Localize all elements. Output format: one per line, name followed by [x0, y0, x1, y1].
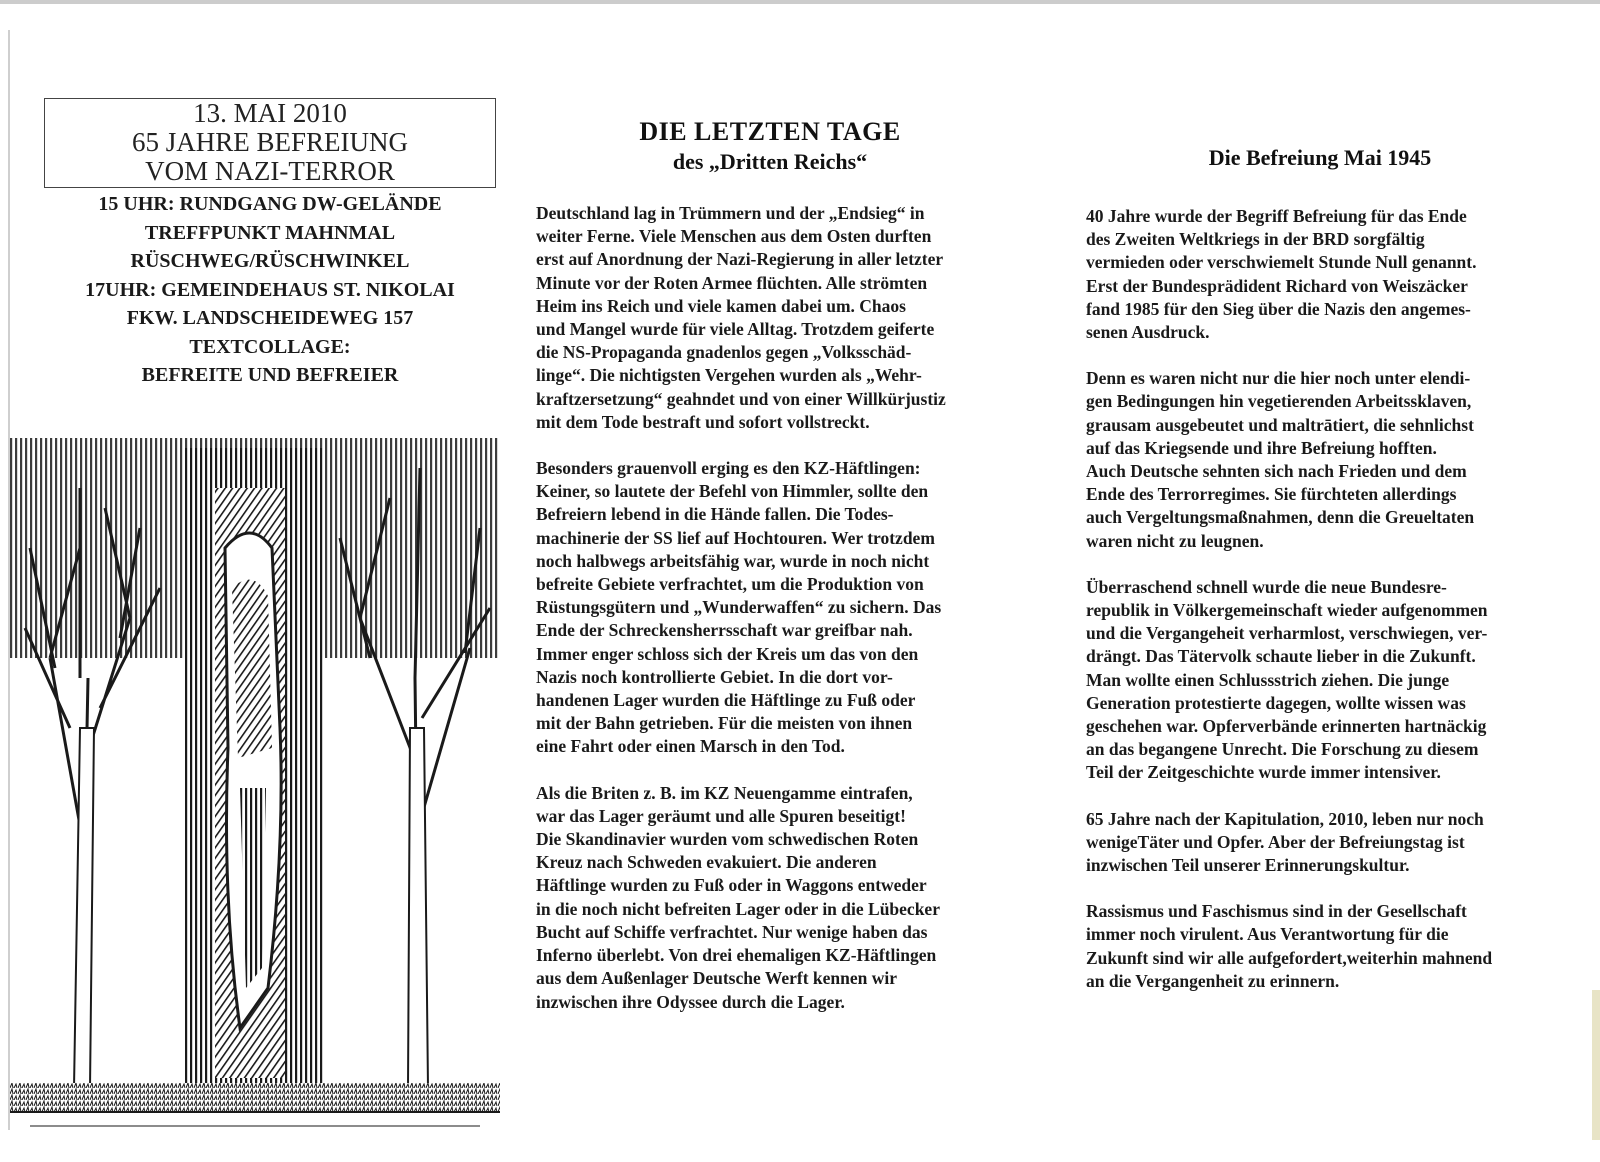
text-line: Immer enger schloss sich der Kreis um das von den — [536, 643, 919, 664]
text-line: Die Skandinavier wurden vom schwedischen Roten — [536, 829, 919, 850]
text-line: Auch Deutsche sehnten sich nach Frieden und dem — [1086, 461, 1467, 482]
text-line: Ende des Terrorregimes. Sie fürchteten allerdings — [1086, 484, 1457, 505]
right-paragraph-3 — [1086, 576, 1566, 785]
right-paragraph-5 — [1086, 900, 1566, 993]
text-line: drängt. Das Tätervolk schaute lieber in die Zukunft. — [1086, 646, 1476, 667]
text-line: auch Vergeltungsmaßnahmen, denn die Greueltaten — [1086, 507, 1475, 528]
middle-heading — [530, 116, 1010, 176]
text-line: inzwischen Teil unserer Erinnerungskultur. — [1086, 855, 1410, 876]
event-detail-line: 17UHR: GEMEINDEHAUS ST. NIKOLAI — [85, 278, 455, 301]
text-line: noch halbwegs arbeitsfähig war, wurde in noch nicht — [536, 550, 930, 571]
middle-subtitle: des „Dritten Reichs“ — [672, 149, 868, 174]
event-detail-line: TREFFPUNKT MAHNMAL — [144, 221, 396, 244]
text-line: geschehen war. Opferverbände erinnerten hartnäckig — [1086, 716, 1487, 737]
event-details — [30, 190, 510, 390]
text-line: Deutschland lag in Trümmern und der „Endsieg“ in — [536, 203, 925, 223]
text-line: gen Bedingungen hin vegetierenden Arbeitssklaven, — [1086, 391, 1472, 412]
text-line: weiter Ferne. Viele Menschen aus dem Osten durften — [536, 226, 932, 247]
text-line: 65 Jahre nach der Kapitulation, 2010, leben nur noch — [1086, 808, 1484, 829]
text-line: Überraschend schnell wurde die neue Bundesre- — [1086, 576, 1447, 597]
text-line: die NS-Propaganda gnadenlos gegen „Volksschäd- — [536, 342, 912, 363]
text-line: waren nicht zu leugnen. — [1086, 530, 1264, 551]
text-line: mit dem Tode bestraft und sofort vollstreckt. — [536, 411, 870, 432]
text-line: Denn es waren nicht nur die hier noch unter elendi- — [1086, 368, 1471, 389]
text-line: Erst der Bundesprädident Richard von Weiszäcker — [1086, 275, 1468, 296]
middle-paragraph-1 — [536, 202, 1016, 434]
text-line: Bucht auf Schiffe verfrachtet. Nur wenige haben das — [536, 921, 928, 942]
event-date-box — [44, 98, 496, 188]
event-detail-line: 15 UHR: RUNDGANG DW-GELÄNDE — [98, 193, 442, 215]
event-date: 13. MAI 2010 — [193, 98, 347, 128]
text-line: Teil der Zeitgeschichte wurde immer intensiver. — [1086, 762, 1441, 783]
right-paragraph-1 — [1086, 205, 1566, 344]
text-line: kraftzersetzung“ geahndet und von einer Willkürjustiz — [536, 388, 946, 409]
text-line: war das Lager geräumt und alle Spuren beseitigt! — [536, 805, 906, 826]
text-line: des Zweiten Weltkriegs in der BRD sorgfältig — [1086, 229, 1425, 250]
text-line: Zukunft sind wir alle aufgefordert,weiterhin mahnend — [1086, 947, 1493, 968]
event-title-line-2: VOM NAZI-TERROR — [145, 156, 395, 186]
text-line: eine Fahrt oder einen Marsch in den Tod. — [536, 736, 845, 757]
event-detail-line: TEXTCOLLAGE: — [189, 335, 351, 358]
text-line: Besonders grauenvoll erging es den KZ-Häftlingen: — [536, 458, 921, 479]
text-line: senen Ausdruck. — [1086, 322, 1210, 343]
text-line: Heim ins Reich und viele kamen dabei um. Chaos — [536, 295, 906, 316]
text-line: Häftlinge wurden zu Fuß oder in Waggons entweder — [536, 875, 927, 896]
text-line: Rüstungsgütern und „Wunderwaffen“ zu sichern. Das — [536, 597, 942, 618]
middle-paragraph-2 — [536, 457, 1016, 759]
text-line: an die Vergangenheit zu erinnern. — [1086, 970, 1340, 991]
text-line: aus dem Außenlager Deutsche Werft kennen wir — [536, 968, 898, 989]
text-line: linge“. Die nichtigsten Vergehen wurden als „Wehr- — [536, 365, 922, 386]
text-line: mit der Bahn getrieben. Für die meisten von ihnen — [536, 713, 913, 734]
text-line: inzwischen ihre Odyssee durch die Lager. — [536, 991, 845, 1012]
event-detail-line: BEFREITE UND BEFREIER — [141, 364, 399, 386]
memorial-woodcut-with-bare-trees-icon — [10, 428, 500, 1140]
text-line: Befreiern lebend in die Hände fallen. Die Todes- — [536, 504, 894, 525]
text-line: Als die Briten z. B. im KZ Neuengamme eintrafen, — [536, 782, 913, 803]
middle-paragraph-3 — [536, 782, 1016, 1014]
middle-title: DIE LETZTEN TAGE — [639, 117, 901, 146]
event-title-line-1: 65 JAHRE BEFREIUNG — [131, 127, 408, 157]
text-line: Inferno überlebt. Von drei ehemaligen KZ-Häftlingen — [536, 945, 937, 966]
text-line: Rassismus und Faschismus sind in der Gesellschaft — [1086, 901, 1467, 922]
text-line: in die noch nicht befreiten Lager oder in die Lübecker — [536, 898, 940, 919]
text-line: und die Vergangeheit verharmlost, verschwiegen, ver- — [1086, 623, 1488, 644]
text-line: und Mangel wurde für viele Alltag. Trotzdem geiferte — [536, 319, 935, 340]
text-line: Keiner, so lautete der Befehl von Himmler, sollte den — [536, 481, 929, 502]
text-line: Ende der Schreckensherrsschaft war greifbar nah. — [536, 620, 913, 641]
text-line: fand 1985 für den Sieg über die Nazis den angemes- — [1086, 298, 1471, 319]
text-line: Minute vor der Roten Armee flüchten. Alle strömten — [536, 272, 928, 293]
text-line: Kreuz nach Schweden evakuiert. Die anderen — [536, 852, 877, 873]
text-line: Generation protestierte dagegen, wollte wissen was — [1086, 692, 1466, 713]
right-paragraph-2 — [1086, 367, 1566, 553]
event-detail-line: RÜSCHWEG/RÜSCHWINKEL — [130, 250, 410, 272]
text-line: machinerie der SS lief auf Hochtouren. Wer trotzdem — [536, 527, 935, 548]
text-line: wenigeTäter und Opfer. Aber der Befreiungstag ist — [1086, 831, 1465, 852]
text-line: republik in Völkergemeinschaft wieder aufgenommen — [1086, 600, 1488, 621]
text-line: Man wollte einen Schlussstrich ziehen. Die junge — [1086, 669, 1450, 690]
text-line: Nazis noch kontrollierte Gebiet. In die dort vor- — [536, 666, 893, 687]
right-paragraph-4 — [1086, 808, 1566, 878]
text-line: erst auf Anordnung der Nazi-Regierung in aller letzter — [536, 249, 944, 270]
text-line: an das begangene Unrecht. Die Forschung zu diesem — [1086, 739, 1479, 760]
text-line: grausam ausgebeutet und maltrātiert, die sehnlichst — [1086, 414, 1474, 435]
right-title: Die Befreiung Mai 1945 — [1208, 145, 1432, 170]
text-line: befreite Gebiete verfrachtet, um die Produktion von — [536, 574, 924, 595]
scan-right-edge — [1592, 990, 1600, 1140]
text-line: handenen Lager wurden die Häftlinge zu Fuß oder — [536, 690, 916, 711]
text-line: immer noch virulent. Aus Verantwortung für die — [1086, 924, 1449, 945]
scan-top-edge — [0, 0, 1600, 4]
middle-article-body — [536, 202, 1016, 1037]
right-article-body — [1086, 205, 1566, 1016]
event-detail-line: FKW. LANDSCHEIDEWEG 157 — [126, 307, 414, 329]
text-line: vermieden oder verschwiemelt Stunde Null genannt. — [1086, 252, 1477, 273]
text-line: 40 Jahre wurde der Begriff Befreiung für das Ende — [1086, 206, 1467, 226]
text-line: auf das Kriegsende und ihre Befreiung hofften. — [1086, 437, 1437, 458]
